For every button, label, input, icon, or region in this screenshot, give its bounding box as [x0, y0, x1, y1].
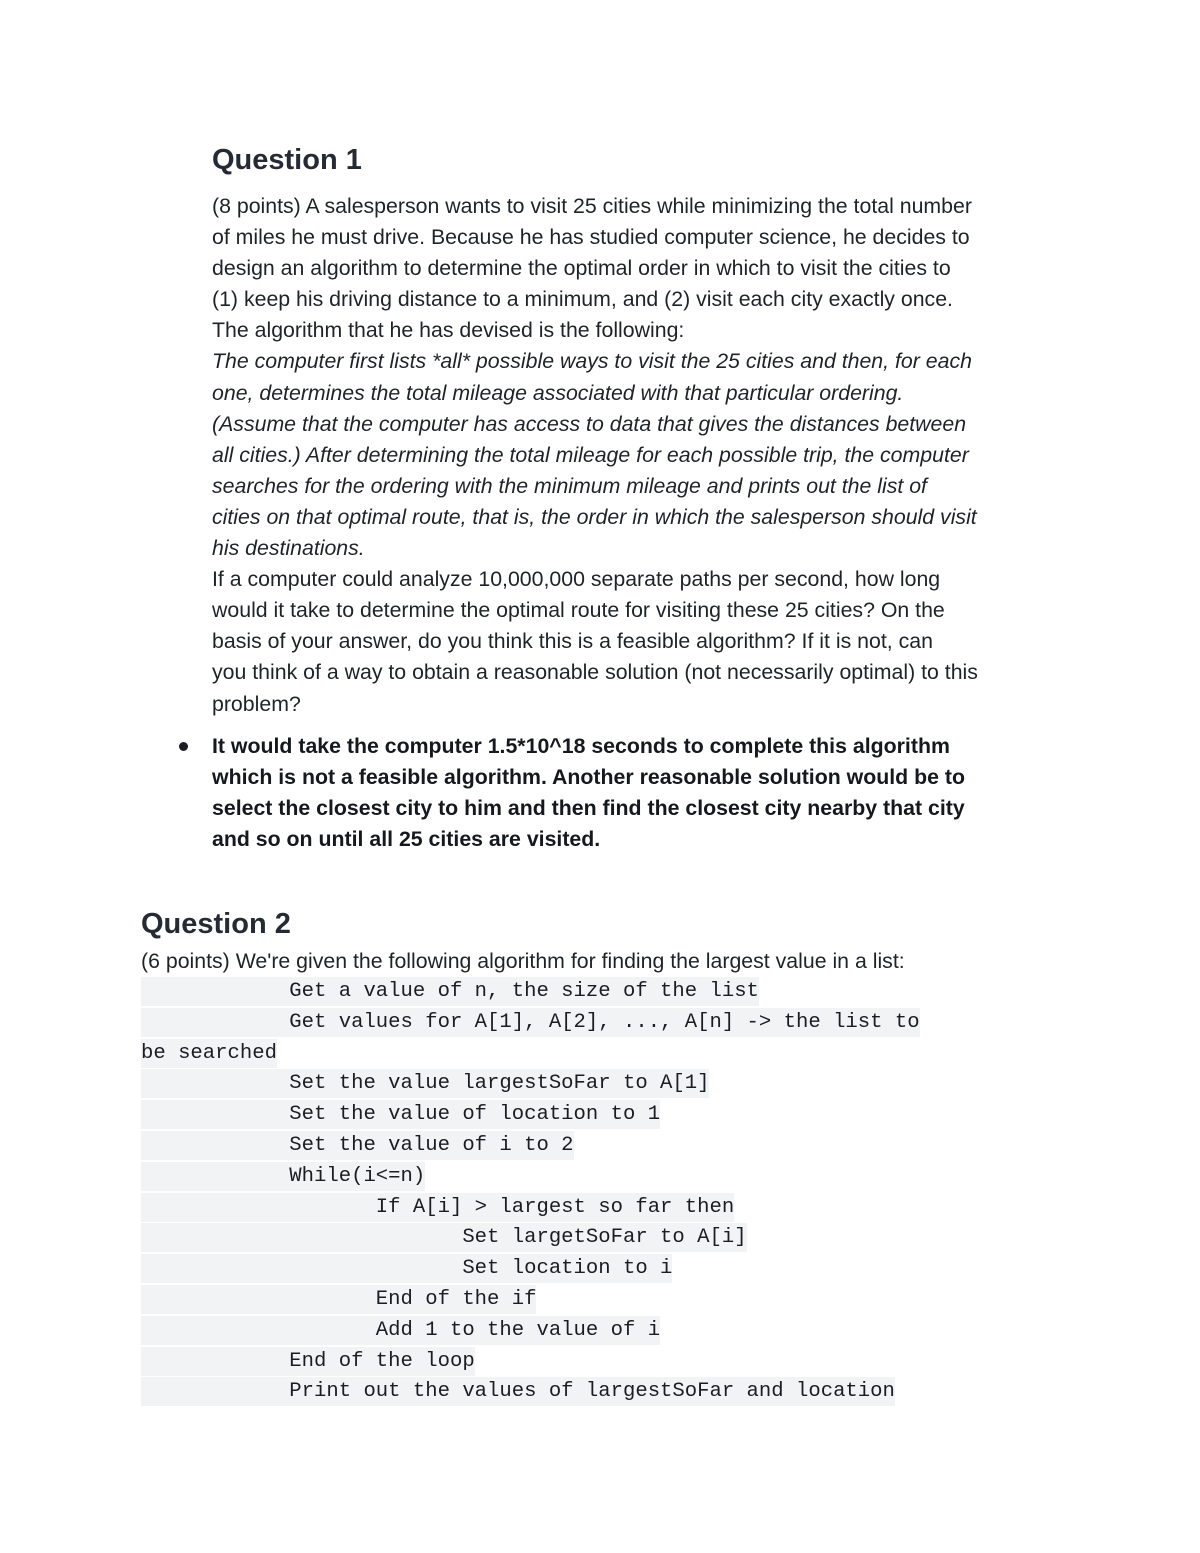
- question-1-prompt: [212, 564, 1072, 719]
- question-2-title: Question 2: [141, 908, 291, 940]
- text-line: of miles he must drive. Because he has studied computer science, he decides to: [212, 225, 970, 250]
- text-line: you think of a way to obtain a reasonable solution (not necessarily optimal) to this: [212, 660, 978, 685]
- text-line: It would take the computer 1.5*10^18 seconds to complete this algorithm: [212, 734, 950, 758]
- code-line: [141, 1377, 1061, 1406]
- question-1-body: [212, 191, 1072, 720]
- text-line: would it take to determine the optimal route for visiting these 25 cities? On the: [212, 598, 945, 623]
- code-line: [141, 1316, 1061, 1345]
- code-text: Set the value largestSoFar to A[1]: [141, 1069, 709, 1098]
- code-text: Set location to i: [141, 1254, 672, 1283]
- question-2-intro: (6 points) We're given the following algorithm for finding the largest value in a list:: [141, 949, 905, 973]
- text-line: The computer first lists *all* possible ways to visit the 25 cities and then, for each: [212, 349, 972, 374]
- code-line: [141, 1254, 1061, 1283]
- answer-item: [212, 731, 1072, 855]
- code-line: [141, 1100, 1061, 1129]
- text-line: (Assume that the computer has access to data that gives the distances between: [212, 411, 967, 436]
- code-block: [141, 977, 1061, 1408]
- text-line: (8 points) A salesperson wants to visit 25 cities while minimizing the total number: [212, 194, 972, 218]
- algorithm-description: [212, 346, 1072, 564]
- code-text: Get values for A[1], A[2], ..., A[n] -> the list to: [141, 1008, 920, 1037]
- text-line: cities on that optimal route, that is, the order in which the salesperson should visit: [212, 504, 977, 529]
- text-line: which is not a feasible algorithm. Another reasonable solution would be to: [212, 765, 965, 790]
- code-line: [141, 1008, 1061, 1037]
- code-line: [141, 1162, 1061, 1191]
- answer-list: [212, 731, 1072, 855]
- text-line: design an algorithm to determine the optimal order in which to visit the cities to: [212, 256, 951, 281]
- code-line: [141, 1285, 1061, 1314]
- code-line: [141, 1131, 1061, 1160]
- code-text: If A[i] > largest so far then: [141, 1193, 734, 1222]
- text-line: and so on until all 25 cities are visited.: [212, 827, 601, 852]
- text-line: one, determines the total mileage associated with that particular ordering.: [212, 380, 904, 405]
- code-line: [141, 977, 1061, 1006]
- code-line: [141, 1039, 1061, 1068]
- text-line: If a computer could analyze 10,000,000 separate paths per second, how long: [212, 567, 941, 592]
- code-line: [141, 1347, 1061, 1376]
- code-text: Set the value of i to 2: [141, 1131, 574, 1160]
- code-text: While(i<=n): [141, 1162, 425, 1191]
- bullet-icon: [179, 742, 188, 751]
- code-line: [141, 1223, 1061, 1252]
- text-line: all cities.) After determining the total mileage for each possible trip, the computer: [212, 442, 969, 467]
- code-text: be searched: [141, 1039, 277, 1068]
- text-line: basis of your answer, do you think this is a feasible algorithm? If it is not, can: [212, 629, 933, 654]
- code-text: End of the if: [141, 1285, 536, 1314]
- text-line: his destinations.: [212, 536, 365, 561]
- text-line: problem?: [212, 691, 301, 716]
- code-line: [141, 1193, 1061, 1222]
- code-text: Set largetSoFar to A[i]: [141, 1223, 747, 1252]
- code-text: Get a value of n, the size of the list: [141, 977, 759, 1006]
- text-line: searches for the ordering with the minimum mileage and prints out the list of: [212, 473, 927, 498]
- text-line: (1) keep his driving distance to a minimum, and (2) visit each city exactly once.: [212, 287, 953, 312]
- code-text: End of the loop: [141, 1347, 475, 1376]
- code-text: Print out the values of largestSoFar and location: [141, 1377, 895, 1406]
- code-text: Add 1 to the value of i: [141, 1316, 660, 1345]
- code-line: [141, 1069, 1061, 1098]
- question-1-title: Question 1: [212, 144, 362, 176]
- text-line: select the closest city to him and then find the closest city nearby that city: [212, 796, 965, 821]
- question-1-intro: [212, 191, 1072, 346]
- text-line: The algorithm that he has devised is the following:: [212, 318, 685, 343]
- code-text: Set the value of location to 1: [141, 1100, 660, 1129]
